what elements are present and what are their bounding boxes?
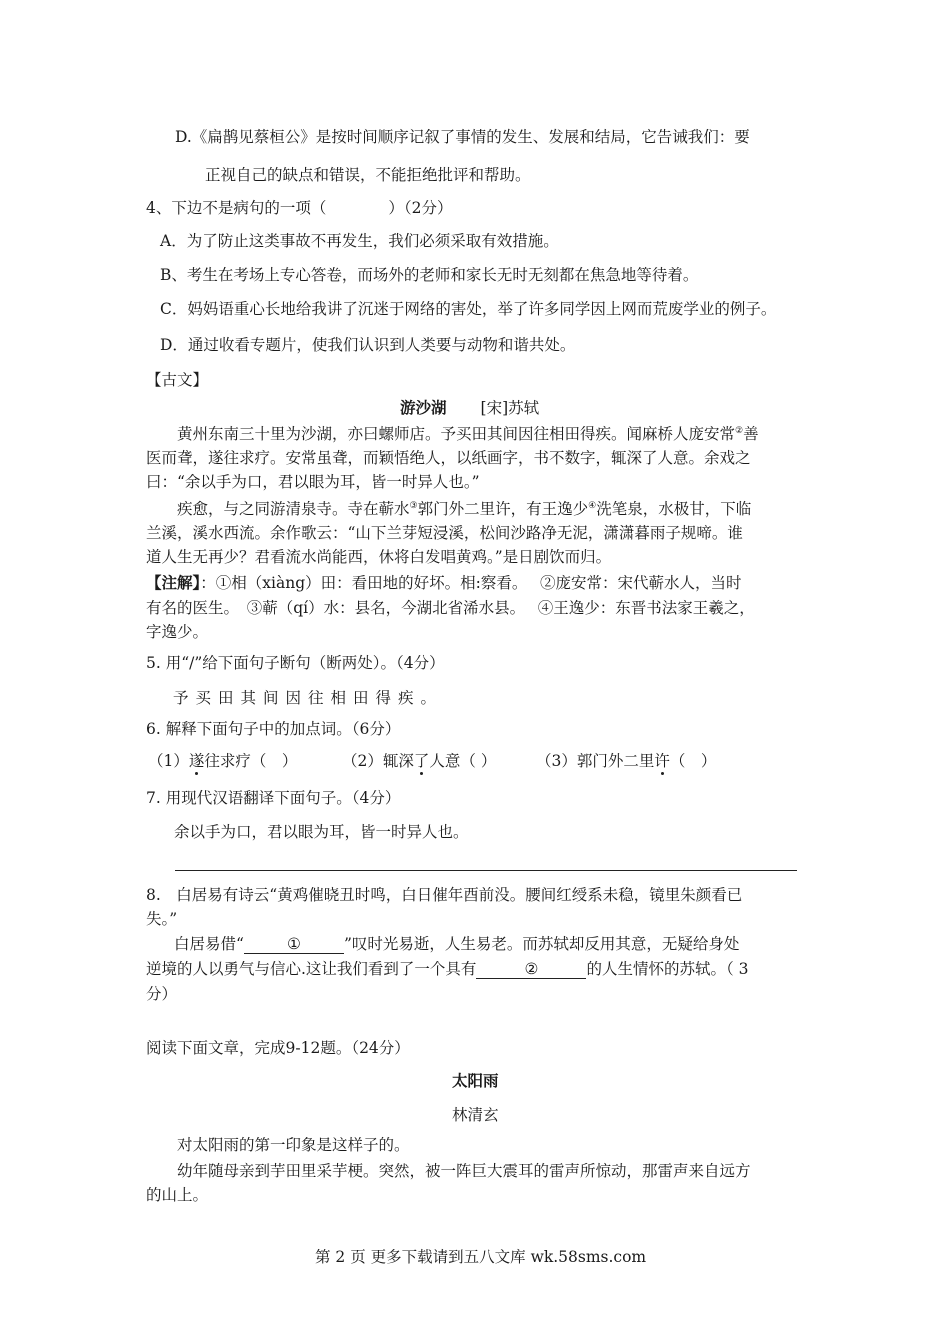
fill-blank-1[interactable]: ① <box>244 935 344 954</box>
text-span: 的人生情怀的苏轼。（ 3 <box>586 960 749 978</box>
fill-blank-2[interactable]: ② <box>476 960 586 979</box>
guwen-p1-line2: 医而聋，遂往求疗。安常虽聋，而颖悟绝人，以纸画字，书不数字，辄深了人意。余戏之 <box>146 449 751 467</box>
text-span: 往求疗（ ） <box>204 752 298 770</box>
q5-stem: 5. 用“/”给下面句子断句（断两处）。（4分） <box>146 654 445 672</box>
text-span: 洗笔泉，水极甘，下临 <box>596 500 752 518</box>
dotted-char: 了 <box>413 752 430 770</box>
reading-p2-line1: 幼年随母亲到芋田里采芋梗。突然，被一阵巨大震耳的雷声所惊动，那雷声来自远方 <box>177 1162 751 1180</box>
q7-stem: 7. 用现代汉语翻译下面句子。（4分） <box>146 789 401 807</box>
dotted-char: 许 <box>654 752 670 770</box>
q5-sentence: 予买田其间因往相田得疾。 <box>173 689 444 707</box>
text-span: ：①相（xiàng）田：看田地的好坏。相:察看。 ②庞安常：宋代蕲水人，当时 <box>200 574 742 592</box>
text-span: 疾愈，与之同游清泉寺。寺在蕲水 <box>177 500 410 518</box>
text-span: 逆境的人以勇气与信心.这让我们看到了一个具有 <box>146 960 477 978</box>
q4-stem: 4、下边不是病句的一项（ ）（2分） <box>146 199 453 217</box>
poem-title-line <box>400 397 539 419</box>
text-span: ”叹时光易逝，人生易老。而苏轼却反用其意，无疑给身处 <box>343 935 740 953</box>
q6-stem: 6. 解释下面句子中的加点词。（6分） <box>146 720 401 738</box>
notes-label: 【注解】 <box>146 573 201 592</box>
q6-item-1 <box>148 750 297 772</box>
guwen-notes-line2: 有名的医生。 ③蕲（qí）水：县名，今湖北省浠水县。 ④王逸少：东晋书法家王羲之， <box>146 599 755 617</box>
footnote-mark: ④ <box>588 500 597 511</box>
reading-instruction: 阅读下面文章，完成9-12题。（24分） <box>146 1039 410 1057</box>
q4-option-c: C．妈妈语重心长地给我讲了沉迷于网络的害处，举了许多同学因上网而荒废学业的例子。 <box>160 300 777 318</box>
guwen-p2-line2: 兰溪，溪水西流。余作歌云：“山下兰芽短浸溪，松间沙路净无泥，潇潇暮雨子规啼。谁 <box>146 524 743 542</box>
q6-item-3 <box>536 750 716 772</box>
reading-title: 太阳雨 <box>452 1071 499 1090</box>
reading-author: 林清玄 <box>452 1106 499 1124</box>
q8-line3 <box>174 933 739 955</box>
reading-p1: 对太阳雨的第一印象是这样子的。 <box>177 1136 410 1154</box>
q8-line4 <box>146 958 748 980</box>
guwen-p1-line1 <box>177 423 759 445</box>
q8-line5: 分） <box>146 985 178 1003</box>
text-span: 郭门外二里许，有王逸少 <box>417 500 589 518</box>
guwen-author: [宋]苏轼 <box>480 399 540 417</box>
guwen-section-label: 【古文】 <box>146 371 209 389</box>
q3-option-d-line1: D.《扁鹊见蔡桓公》是按时间顺序记叙了事情的发生、发展和结局，它告诫我们：要 <box>175 128 750 146</box>
q4-option-b: B、考生在考场上专心答卷，而场外的老师和家长无时无刻都在焦急地等待着。 <box>160 266 699 284</box>
dotted-char: 遂 <box>188 752 205 770</box>
q6-item-2 <box>342 750 496 772</box>
text-span: 人意（ ） <box>429 752 497 770</box>
q3-option-d-line2: 正视自己的缺点和错误，不能拒绝批评和帮助。 <box>205 166 531 184</box>
text-span: 善 <box>743 425 759 443</box>
text-span: （ ） <box>669 752 717 770</box>
text-span: （3）郭门外二里 <box>536 752 655 770</box>
footnote-mark: ② <box>735 425 744 436</box>
guwen-p1-line3: 曰：“余以手为口，君以眼为耳，皆一时异人也。” <box>146 473 480 491</box>
q4-option-d: D．通过收看专题片，使我们认识到人类要与动物和谐共处。 <box>160 336 576 354</box>
q8-line1: 8. 白居易有诗云“黄鸡催晓丑时鸣，白日催年酉前没。腰间红绶系未稳，镜里朱颜看已 <box>146 886 743 904</box>
guwen-p2-line1 <box>177 498 751 520</box>
answer-line <box>175 870 797 871</box>
q8-line2: 失。” <box>146 910 178 928</box>
text-span: （2）辄深 <box>342 752 414 770</box>
page-footer: 第 2 页 更多下载请到五八文库 wk.58sms.com <box>315 1248 647 1266</box>
guwen-title: 游沙湖 <box>400 398 447 417</box>
q4-option-a: A．为了防止这类事故不再发生，我们必须采取有效措施。 <box>160 232 559 250</box>
guwen-notes-line3: 字逸少。 <box>146 623 209 641</box>
text-span: 黄州东南三十里为沙湖，亦曰螺师店。予买田其间因往相田得疾。闻麻桥人庞安常 <box>177 425 736 443</box>
footnote-mark: ③ <box>409 500 418 511</box>
guwen-notes-line1 <box>146 572 742 594</box>
text-span: 白居易借“ <box>174 935 244 953</box>
text-span: （1） <box>148 752 189 770</box>
q7-sentence: 余以手为口，君以眼为耳，皆一时异人也。 <box>174 823 469 841</box>
reading-p2-line2: 的山上。 <box>146 1186 209 1204</box>
guwen-p2-line3: 道人生无再少？君看流水尚能西，休将白发唱黄鸡。”是日剧饮而归。 <box>146 548 612 566</box>
